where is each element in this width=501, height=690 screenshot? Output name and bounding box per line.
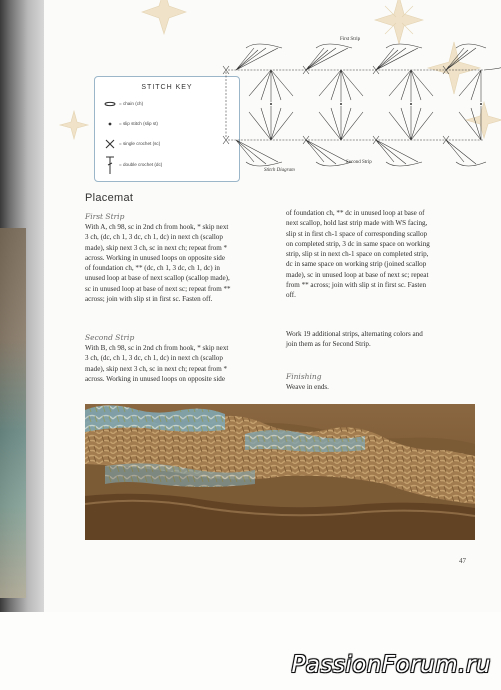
- diagram-label-second-strip: Second Strip: [346, 160, 372, 165]
- text-line: across; join with slip st in first sc. Fasten off.: [85, 295, 213, 304]
- finishing-instructions: Weave in ends.: [286, 383, 329, 391]
- double-crochet-icon: [103, 155, 117, 175]
- text-line: slip st in first ch-1 space of corresponding scallop: [286, 229, 428, 238]
- text-line: off.: [286, 291, 296, 300]
- facing-page-photo-edge: [0, 228, 26, 598]
- first-strip-heading: First Strip: [85, 212, 125, 221]
- key-label-double-crochet: = double crochet (dc): [119, 162, 163, 167]
- text-line: of foundation ch, ** (dc, ch 1, 3 dc, ch 1, dc) in: [85, 264, 220, 273]
- text-line: strip, slip st in next ch-1 space on completed strip,: [286, 250, 429, 259]
- chain-icon: [103, 97, 117, 111]
- text-line: made), skip next 3 ch, sc in next ch; repeat from *: [85, 364, 228, 373]
- stitch-diagram-drawing: [216, 36, 501, 176]
- bottom-margin: [0, 612, 501, 690]
- text-line: join them as for Second Strip.: [286, 340, 371, 349]
- placemat-photo: [85, 404, 475, 540]
- watermark: PassionForum.ru: [291, 652, 491, 678]
- second-strip-heading: Second Strip: [85, 333, 135, 342]
- book-page: [44, 0, 501, 612]
- text-line: across. Working in unused loops on opposite side: [85, 374, 225, 383]
- text-line: With A, ch 98, sc in 2nd ch from hook, * skip next: [85, 223, 229, 231]
- stitch-key-title: STITCH KEY: [141, 84, 193, 91]
- text-line: 3 ch, (dc, ch 1, 3 dc, ch 1, dc) in next ch (scallop: [85, 233, 223, 242]
- text-line: on completed strip, 3 dc in same space on working: [286, 239, 430, 248]
- text-line: made), skip next 3 ch, sc in next ch; repeat from *: [85, 243, 228, 252]
- second-strip-continued: [286, 208, 430, 301]
- slip-stitch-icon: [103, 117, 117, 131]
- key-label-chain: = chain (ch): [119, 101, 144, 106]
- text-line: sc in unused loop at base of next sc; repeat from **: [85, 284, 231, 293]
- additional-strips-instructions: [286, 329, 423, 350]
- text-line: dc in same space on working strip (joined scallop: [286, 260, 427, 269]
- text-line: Work 19 additional strips, alternating colors and: [286, 330, 423, 338]
- single-crochet-icon: [103, 137, 117, 151]
- key-label-slip-stitch: = slip stitch (slip st): [119, 121, 158, 126]
- text-line: 3 ch, (dc, ch 1, 3 dc, ch 1, dc) in next ch (scallop: [85, 354, 223, 363]
- text-line: from ** across; join with slip st in first sc. Fasten: [286, 281, 427, 290]
- pattern-title: Placemat: [85, 192, 134, 204]
- finishing-heading: Finishing: [286, 372, 322, 381]
- first-strip-instructions: [85, 222, 231, 304]
- text-line: made), sc in unused loop at base of next sc; repeat: [286, 270, 429, 279]
- text-line: next scallop, hold last strip made with WS facing,: [286, 219, 428, 228]
- diagram-caption: Stitch Diagram: [264, 168, 295, 173]
- diagram-label-first-strip: First Strip: [340, 37, 361, 42]
- text-line: unused loop at base of next scallop (scallop made),: [85, 274, 230, 283]
- second-strip-instructions: [85, 343, 228, 384]
- stitch-diagram: [216, 36, 501, 176]
- text-line: With B, ch 98, sc in 2nd ch from hook, * skip next: [85, 344, 229, 352]
- text-line: of foundation ch, ** dc in unused loop at base of: [286, 209, 425, 217]
- page-number: 47: [459, 557, 466, 565]
- text-line: across. Working in unused loops on opposite side: [85, 253, 225, 262]
- key-label-single-crochet: = single crochet (sc): [119, 141, 161, 146]
